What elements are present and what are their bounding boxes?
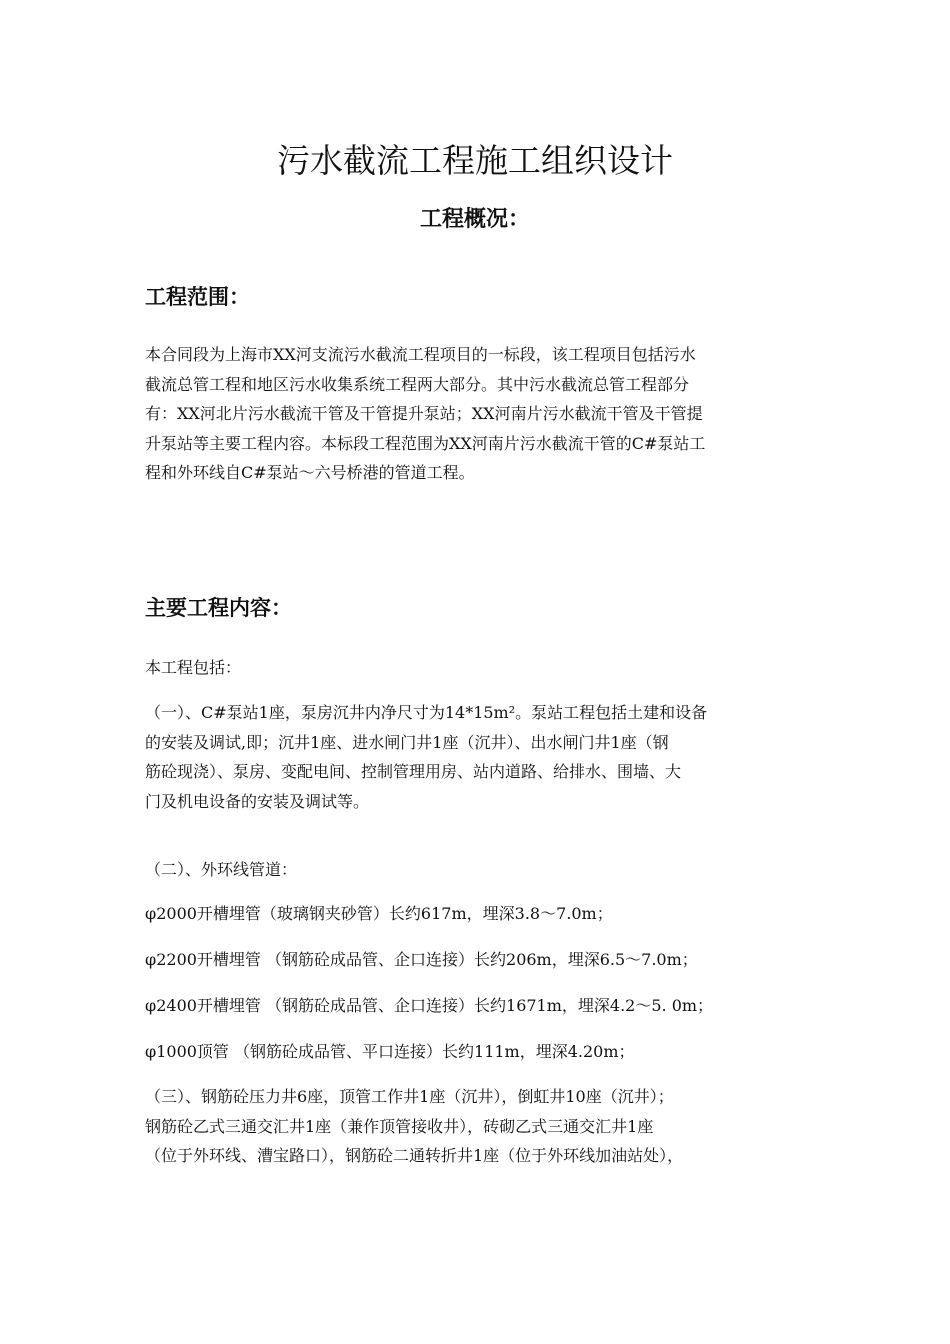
paragraph-line: 本合同段为上海市XX河支流污水截流工程项目的一标段，该工程项目包括污水 (145, 345, 696, 364)
paragraph-line: （位于外环线、漕宝路口），钢筋砼二通转折井1座（位于外环线加油站处）， (145, 1146, 684, 1165)
paragraph-line: （一）、C#泵站1座，泵房沉井内净尺寸为14*15m²。泵站工程包括土建和设备 (145, 703, 708, 722)
section-heading-main-works: 主要工程内容： (145, 596, 292, 620)
scope-paragraph (145, 340, 810, 488)
paragraph-line: 钢筋砼乙式三通交汇井1座（兼作顶管接收井），砖砌乙式三通交汇井1座 (145, 1116, 654, 1136)
paragraph-line: 筋砼现浇）、泵房、变配电间、控制管理用房、站内道路、给排水、围墙、大 (145, 762, 682, 781)
paragraph-line: （三）、钢筋砼压力井6座，顶管工作井1座（沉井），倒虹井10座（沉井）； (145, 1087, 674, 1106)
paragraph-line: 升泵站等主要工程内容。本标段工程范围为XX河南片污水截流干管的C#泵站工 (145, 433, 706, 453)
works-intro: 本工程包括： (145, 658, 242, 677)
item-2-heading: （二）、外环线管道： (145, 860, 298, 879)
paragraph-line: 的安装及调试,即；沉井1座、进水闸门井1座（沉井）、出水闸门井1座（钢 (145, 732, 669, 752)
document-subtitle: 工程概况： (419, 207, 530, 232)
paragraph-line: 程和外环线自C#泵站～六号桥港的管道工程。 (145, 463, 475, 482)
pipe-item: φ2200开槽埋管 （钢筋砼成品管、企口连接）长约206m，埋深6.5～7.0m； (145, 950, 698, 969)
item-1-pump-station (145, 698, 815, 816)
pipe-item: φ1000顶管 （钢筋砼成品管、平口连接）长约111m，埋深4.20m； (145, 1042, 635, 1061)
document-title: 污水截流工程施工组织设计 (277, 141, 673, 180)
paragraph-line: 截流总管工程和地区污水收集系统工程两大部分。其中污水截流总管工程部分 (145, 374, 690, 394)
paragraph-line: 有：XX河北片污水截流干管及干管提升泵站；XX河南片污水截流干管及干管提 (145, 404, 703, 423)
pipe-item: φ2400开槽埋管 （钢筋砼成品管、企口连接）长约1671m，埋深4.2～5. 0m； (145, 996, 714, 1015)
section-heading-scope: 工程范围： (145, 285, 250, 309)
item-3-wells (145, 1082, 815, 1171)
paragraph-line: 门及机电设备的安装及调试等。 (145, 791, 370, 811)
pipe-item: φ2000开槽埋管（玻璃钢夹砂管）长约617m，埋深3.8～7.0m； (145, 904, 613, 923)
